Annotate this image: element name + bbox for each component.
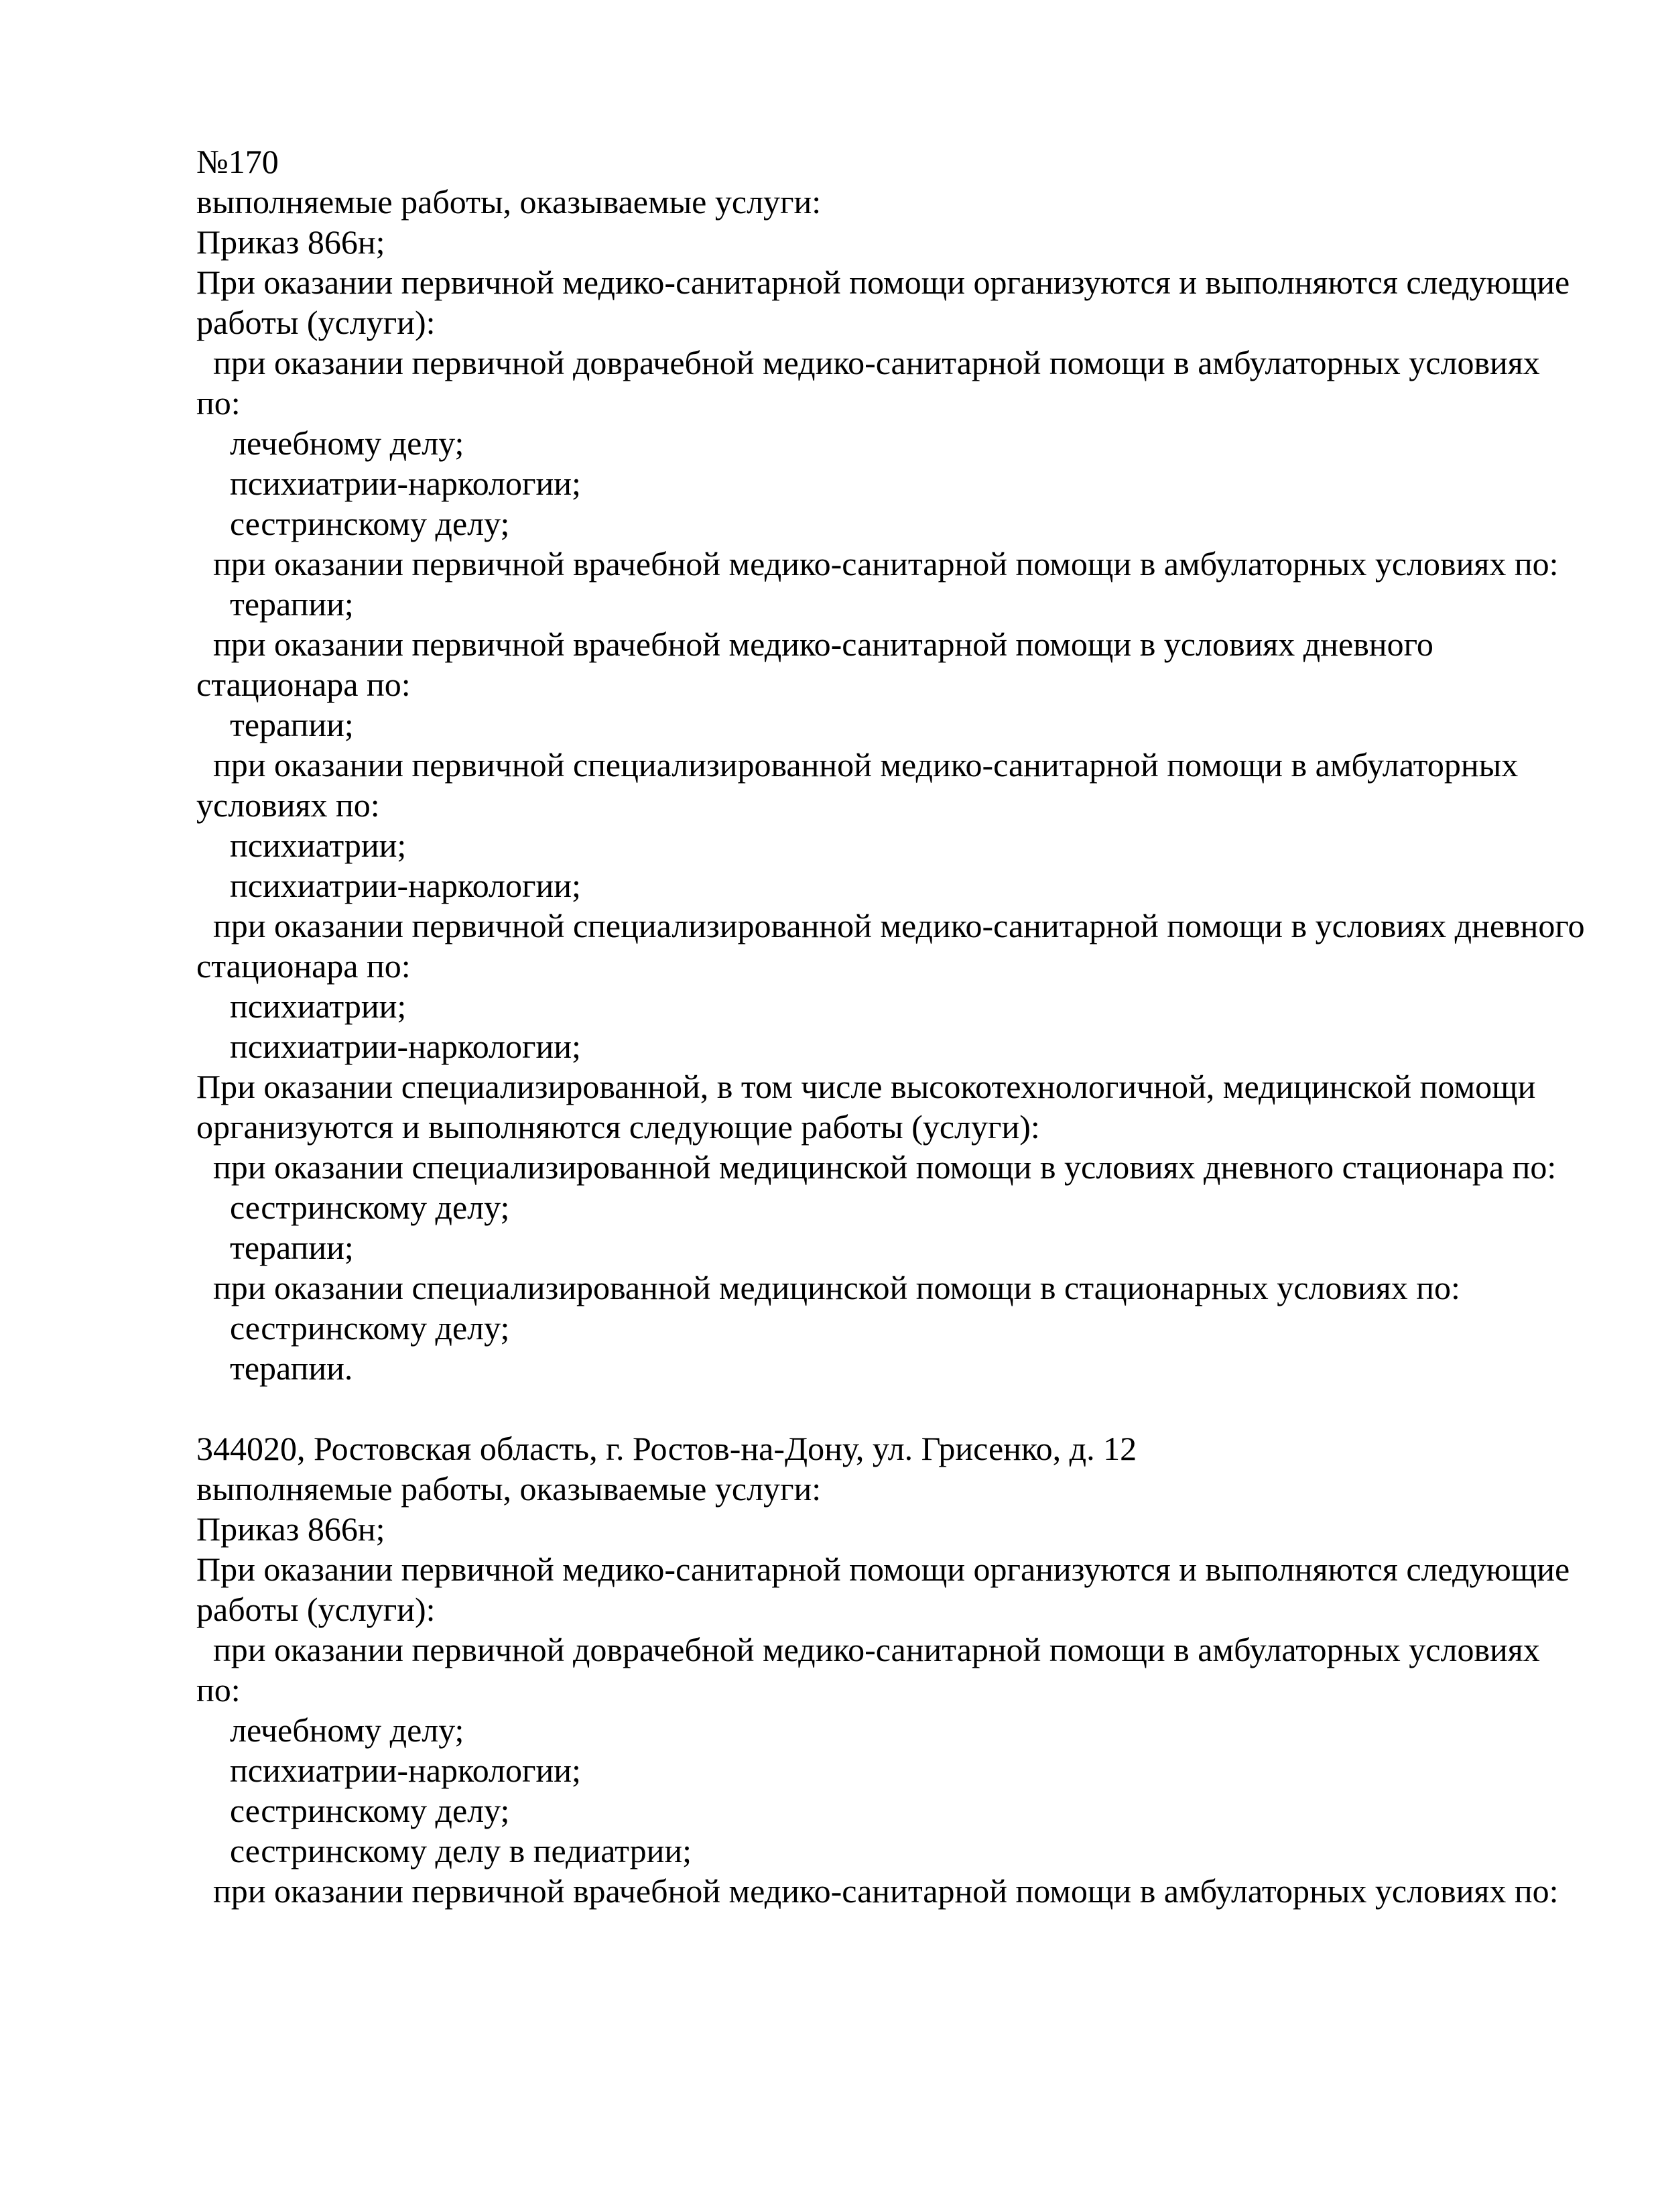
text-line: сестринскому делу; — [196, 1309, 510, 1347]
text-line: при оказании специализированной медицинской помощи в стационарных условиях по: — [196, 1269, 1460, 1306]
address-entry-section — [196, 1428, 1570, 1911]
text-line: при оказании первичной врачебной медико-санитарной помощи в амбулаторных условиях по: — [196, 1872, 1559, 1910]
license-entry-170-section — [196, 141, 1585, 1388]
text-line: терапии. — [196, 1349, 353, 1387]
text-line: выполняемые работы, оказываемые услуги: — [196, 183, 822, 221]
text-line: При оказании специализированной, в том числе высокотехнологичной, медицинской помощи — [196, 1068, 1536, 1105]
text-line: при оказании первичной доврачебной медико-санитарной помощи в амбулаторных условиях — [196, 1631, 1540, 1668]
text-line: психиатрии; — [196, 826, 407, 864]
text-line: Приказ 866н; — [196, 1510, 385, 1548]
text-line: сестринскому делу; — [196, 1792, 510, 1829]
text-line: терапии; — [196, 1229, 354, 1266]
text-line: психиатрии-наркологии; — [196, 1028, 581, 1065]
text-line: стационара по: — [196, 947, 411, 985]
text-line: терапии; — [196, 706, 354, 743]
text-line: условиях по: — [196, 786, 380, 824]
text-line: психиатрии-наркологии; — [196, 867, 581, 904]
text-line: сестринскому делу в педиатрии; — [196, 1832, 692, 1869]
text-line: психиатрии-наркологии; — [196, 1752, 581, 1789]
text-line: психиатрии; — [196, 987, 407, 1025]
text-line: работы (услуги): — [196, 304, 436, 341]
text-line: работы (услуги): — [196, 1591, 436, 1628]
text-line: организуются и выполняются следующие работы (услуги): — [196, 1108, 1040, 1146]
text-line: при оказании первичной врачебной медико-санитарной помощи в амбулаторных условиях по: — [196, 545, 1559, 582]
text-line: При оказании первичной медико-санитарной помощи организуются и выполняются следующие — [196, 263, 1570, 301]
text-line: сестринскому делу; — [196, 1188, 510, 1226]
text-line: по: — [196, 1671, 241, 1709]
address-line: 344020, Ростовская область, г. Ростов-на-Дону, ул. Грисенко, д. 12 — [196, 1430, 1137, 1467]
text-line: лечебному делу; — [196, 424, 464, 462]
text-line: При оказании первичной медико-санитарной помощи организуются и выполняются следующие — [196, 1550, 1570, 1588]
text-line: при оказании первичной доврачебной медико-санитарной помощи в амбулаторных условиях — [196, 344, 1540, 381]
text-line: стационара по: — [196, 666, 411, 703]
license-number-line: №170 — [196, 143, 279, 180]
text-line: по: — [196, 384, 241, 422]
text-line: при оказании первичной специализированной медико-санитарной помощи в условиях дневного — [196, 907, 1585, 944]
text-line: выполняемые работы, оказываемые услуги: — [196, 1470, 822, 1508]
text-line: терапии; — [196, 585, 354, 623]
text-line: при оказании первичной специализированной медико-санитарной помощи в амбулаторных — [196, 746, 1519, 784]
text-line: Приказ 866н; — [196, 223, 385, 261]
text-line: сестринскому делу; — [196, 505, 510, 542]
text-line: лечебному делу; — [196, 1711, 464, 1749]
text-line: при оказании специализированной медицинской помощи в условиях дневного стационара по: — [196, 1148, 1557, 1186]
text-line: психиатрии-наркологии; — [196, 465, 581, 502]
text-line: при оказании первичной врачебной медико-санитарной помощи в условиях дневного — [196, 625, 1433, 663]
